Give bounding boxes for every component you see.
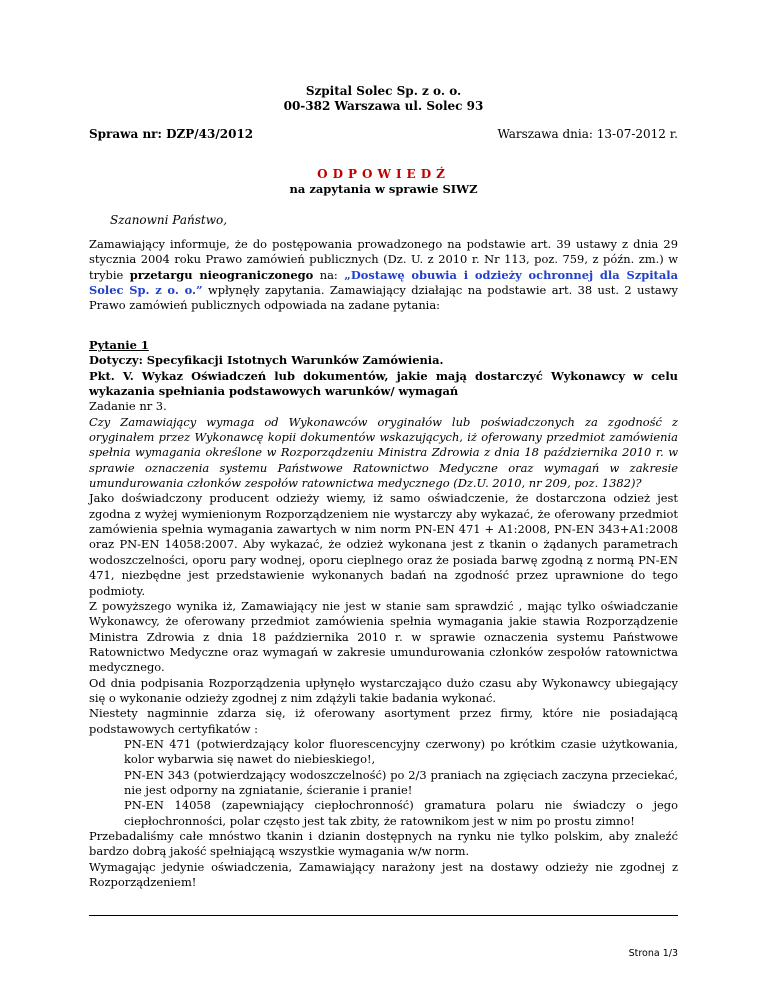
greeting: Szanowni Państwo, <box>110 213 228 227</box>
hospital-name: Szpital Solec Sp. z o. o. <box>305 84 462 98</box>
page-number: Strona 1/3 <box>628 948 678 959</box>
footer-divider <box>89 915 678 916</box>
tender-subject: „Dostawę obuwia i odzieży ochronnej dla Szpitala Solec Sp. z o. o.” <box>89 267 678 298</box>
document-title: ODPOWIEDŹ <box>317 167 450 181</box>
question-text: Czy Zamawiający wymaga od Wykonawców oryginałów lub poświadczonych za zgodność z oryginałem przez Wykonawcę kopii dokumentów wskazujących, iż oferowany przedmiot zamówienia spełnia wymagania określone w Rozporządzeniu Ministra Zdrowia z dnia 18 października 2010 r. w sprawie oznaczenia systemu Państwowe Ratownictwo Medyczne oraz wymagań w zakresie umundurowania członków zespołów ratownictwa medycznego (Dz.U. 2010, nr 209, poz. 1382)? <box>89 414 678 491</box>
document-subtitle: na zapytania w sprawie SIWZ <box>289 182 478 196</box>
case-number: Sprawa nr: DZP/43/2012 <box>89 127 254 141</box>
paragraph-1: Jako doświadczony producent odzieży wiemy, iż samo oświadczenie, że dostarczona odzież jest zgodna z wyżej wymienionym Rozporządzeniem nie wystarczy aby wykazać, że oferowany przedmiot zamówienia spełnia wymagania zawartych w nim norm PN-EN 471 + A1:2008, PN-EN 343+A1:2008 oraz PN-EN 14058:2007. Aby wykazać, że odzież wykonana jest z tkanin o żądanych parametrach wodoszczelności, oporu pary wodnej, oporu cieplnego oraz że posiada barwę zgodną z normą PN-EN 471, niezbędne jest przedstawienie wykonanych badań na zgodność przez uprawnione do tego podmioty. <box>89 491 678 598</box>
paragraph-5: Przebadaliśmy całe mnóstwo tkanin i dzianin dostępnych na rynku nie tylko polskim, aby znaleźć bardzo dobrą jakość spełniającą wszystkie wymagania w/w norm. <box>89 829 678 859</box>
paragraph-4: Niestety nagminnie zdarza się, iż oferowany asortyment przez firmy, które nie posiadającą podstawowych certyfikatów : <box>89 706 678 736</box>
paragraph-2: Z powyższego wynika iż, Zamawiający nie jest w stanie sam sprawdzić , mając tylko oświadczanie Wykonawcy, że oferowany przedmiot zamówienia spełnia wymagania jakie stawia Rozporządzenie Ministra Zdrowia z dnia 18 października 2010 r. w sprawie oznaczenia systemu Państwowe Ratownictwo Medyczne oraz wymagań w zakresie umundurowania członków zespołów ratownictwa medycznego. <box>89 598 678 675</box>
paragraph-6: Wymagając jedynie oświadczenia, Zamawiający narażony jest na dostawy odzieży nie zgodnej z Rozporządzeniem! <box>89 859 678 890</box>
intro-paragraph <box>89 237 678 314</box>
intro-text: Zamawiający informuje, że do postępowania prowadzonego na podstawie art. 39 ustawy z dnia 29 stycznia 2004 roku Prawo zamówień publicznych (Dz. U. z 2010 r. Nr 113, poz. 759, z późn. zm.) w trybie <box>89 237 678 282</box>
intro-text-2: na: <box>313 267 345 282</box>
list-item: PN-EN 471 (potwierdzający kolor fluorescencyjny czerwony) po krótkim czasie użytkowania, kolor wybarwia się nawet do niebieskiego!, <box>124 736 678 767</box>
hospital-address: 00-382 Warszawa ul. Solec 93 <box>283 99 484 113</box>
intro-text-3: wpłynęły zapytania. Zamawiający działając na podstawie art. 38 ust. 2 ustawy Prawo zamówień publicznych odpowiada na zadane pytania: <box>89 283 678 313</box>
question-concerns: Dotyczy: Specyfikacji Istotnych Warunków Zamówienia. <box>89 353 444 368</box>
question-1-section <box>89 338 678 890</box>
list-item: PN-EN 343 (potwierdzający wodoszczelność) po 2/3 praniach na zgięciach zaczyna przeciekać, nie jest odporny na zgniatanie, ścieranie i pranie! <box>124 767 678 797</box>
list-item: PN-EN 14058 (zapewniający ciepłochronność) gramatura polaru nie świadczy o jego ciepłochronności, polar często jest tak zbity, że ratownikom jest w nim po prostu zimno! <box>124 798 678 828</box>
question-heading: Pytanie 1 <box>89 338 149 352</box>
paragraph-3: Od dnia podpisania Rozporządzenia upłynęło wystarczająco dużo czasu aby Wykonawcy ubiegający się o wykonanie odzieży zgodnej z nim zdążyli takie badania wykonać. <box>89 675 678 705</box>
question-point: Pkt. V. Wykaz Oświadczeń lub dokumentów, jakie mają dostarczyć Wykonawcy w celu wykazania spełniania podstawowych warunków/ wymagań <box>89 368 678 399</box>
procedure-mode: przetargu nieograniczonego <box>129 267 314 282</box>
question-task: Zadanie nr 3. <box>89 399 167 414</box>
document-date: Warszawa dnia: 13-07-2012 r. <box>497 127 678 141</box>
